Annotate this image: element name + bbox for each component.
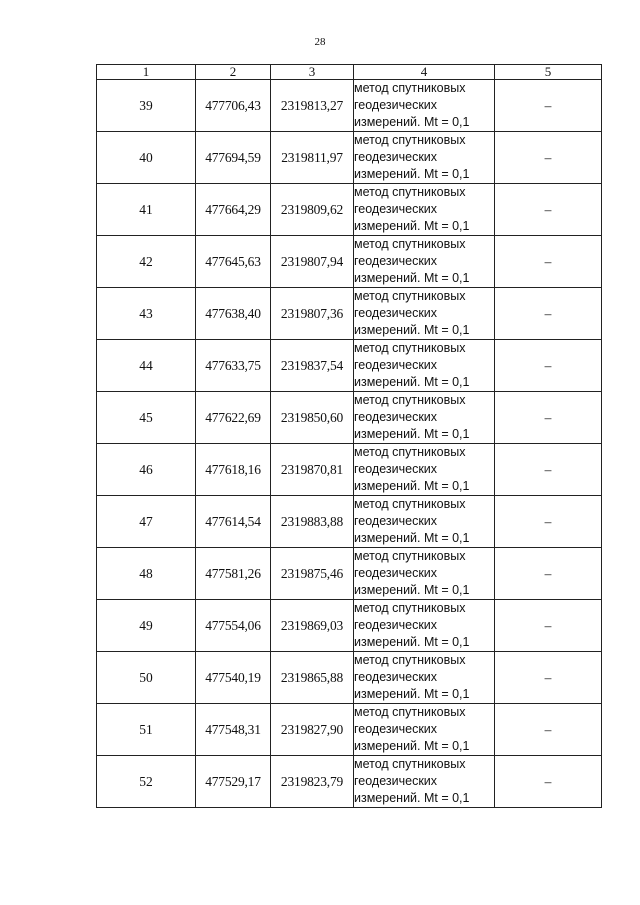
x-coordinate-cell: 477664,29 xyxy=(196,184,271,236)
y-coordinate-cell: 2319811,97 xyxy=(271,132,354,184)
method-cell xyxy=(354,132,495,184)
method-line: геодезических xyxy=(354,566,438,580)
method-line: метод спутниковых xyxy=(354,185,466,199)
column-5-cell: – xyxy=(495,392,602,444)
method-line: измерений. Mt = 0,1 xyxy=(354,167,470,181)
point-number-cell: 40 xyxy=(97,132,196,184)
method-line: измерений. Mt = 0,1 xyxy=(354,427,470,441)
method-cell xyxy=(354,340,495,392)
method-line: геодезических xyxy=(354,722,438,736)
x-coordinate-cell: 477554,06 xyxy=(196,600,271,652)
x-coordinate-cell: 477529,17 xyxy=(196,756,271,808)
method-line: геодезических xyxy=(354,618,438,632)
method-line: метод спутниковых xyxy=(354,81,466,95)
point-number-cell: 48 xyxy=(97,548,196,600)
method-line: геодезических xyxy=(354,254,438,268)
method-line: геодезических xyxy=(354,514,438,528)
column-5-cell: – xyxy=(495,444,602,496)
method-line: измерений. Mt = 0,1 xyxy=(354,687,470,701)
column-5-cell: – xyxy=(495,184,602,236)
point-number-cell: 46 xyxy=(97,444,196,496)
method-line: метод спутниковых xyxy=(354,757,466,771)
method-line: метод спутниковых xyxy=(354,393,466,407)
y-coordinate-cell: 2319837,54 xyxy=(271,340,354,392)
method-cell xyxy=(354,600,495,652)
method-line: метод спутниковых xyxy=(354,341,466,355)
method-line: метод спутниковых xyxy=(354,601,466,615)
method-cell xyxy=(354,288,495,340)
x-coordinate-cell: 477540,19 xyxy=(196,652,271,704)
point-number-cell: 39 xyxy=(97,80,196,132)
point-number-cell: 51 xyxy=(97,704,196,756)
column-header-2: 2 xyxy=(196,65,271,80)
method-line: измерений. Mt = 0,1 xyxy=(354,635,470,649)
y-coordinate-cell: 2319823,79 xyxy=(271,756,354,808)
column-5-cell: – xyxy=(495,756,602,808)
method-line: метод спутниковых xyxy=(354,653,466,667)
y-coordinate-cell: 2319875,46 xyxy=(271,548,354,600)
point-number-cell: 42 xyxy=(97,236,196,288)
table-row xyxy=(97,496,602,548)
column-5-cell: – xyxy=(495,340,602,392)
y-coordinate-cell: 2319870,81 xyxy=(271,444,354,496)
x-coordinate-cell: 477614,54 xyxy=(196,496,271,548)
method-line: метод спутниковых xyxy=(354,705,466,719)
method-line: измерений. Mt = 0,1 xyxy=(354,739,470,753)
column-header-1: 1 xyxy=(97,65,196,80)
method-line: геодезических xyxy=(354,98,438,112)
column-5-cell: – xyxy=(495,600,602,652)
method-line: геодезических xyxy=(354,462,438,476)
y-coordinate-cell: 2319827,90 xyxy=(271,704,354,756)
column-header-5: 5 xyxy=(495,65,602,80)
table-row xyxy=(97,600,602,652)
method-line: геодезических xyxy=(354,410,438,424)
x-coordinate-cell: 477633,75 xyxy=(196,340,271,392)
x-coordinate-cell: 477581,26 xyxy=(196,548,271,600)
table-header-row xyxy=(97,65,602,80)
column-5-cell: – xyxy=(495,132,602,184)
point-number-cell: 47 xyxy=(97,496,196,548)
method-line: метод спутниковых xyxy=(354,237,466,251)
table-row xyxy=(97,236,602,288)
method-line: геодезических xyxy=(354,150,438,164)
method-line: измерений. Mt = 0,1 xyxy=(354,531,470,545)
column-5-cell: – xyxy=(495,652,602,704)
method-line: измерений. Mt = 0,1 xyxy=(354,583,470,597)
column-5-cell: – xyxy=(495,704,602,756)
column-header-4: 4 xyxy=(354,65,495,80)
y-coordinate-cell: 2319809,62 xyxy=(271,184,354,236)
method-line: геодезических xyxy=(354,670,438,684)
y-coordinate-cell: 2319813,27 xyxy=(271,80,354,132)
x-coordinate-cell: 477706,43 xyxy=(196,80,271,132)
table-row xyxy=(97,392,602,444)
table-row xyxy=(97,132,602,184)
table-row xyxy=(97,184,602,236)
method-cell xyxy=(354,236,495,288)
table-row xyxy=(97,548,602,600)
column-5-cell: – xyxy=(495,496,602,548)
x-coordinate-cell: 477548,31 xyxy=(196,704,271,756)
method-line: измерений. Mt = 0,1 xyxy=(354,271,470,285)
method-line: метод спутниковых xyxy=(354,549,466,563)
y-coordinate-cell: 2319850,60 xyxy=(271,392,354,444)
coordinates-table xyxy=(96,64,602,808)
x-coordinate-cell: 477622,69 xyxy=(196,392,271,444)
method-line: метод спутниковых xyxy=(354,497,466,511)
table-row xyxy=(97,704,602,756)
table-row xyxy=(97,756,602,808)
method-line: геодезических xyxy=(354,202,438,216)
method-cell xyxy=(354,704,495,756)
column-5-cell: – xyxy=(495,80,602,132)
method-cell xyxy=(354,756,495,808)
point-number-cell: 52 xyxy=(97,756,196,808)
method-line: геодезических xyxy=(354,306,438,320)
method-line: измерений. Mt = 0,1 xyxy=(354,375,470,389)
column-5-cell: – xyxy=(495,288,602,340)
method-cell xyxy=(354,444,495,496)
table-row xyxy=(97,80,602,132)
method-cell xyxy=(354,652,495,704)
point-number-cell: 43 xyxy=(97,288,196,340)
method-cell xyxy=(354,496,495,548)
method-cell xyxy=(354,80,495,132)
method-line: метод спутниковых xyxy=(354,445,466,459)
point-number-cell: 49 xyxy=(97,600,196,652)
table-row xyxy=(97,340,602,392)
method-line: метод спутниковых xyxy=(354,133,466,147)
column-5-cell: – xyxy=(495,548,602,600)
method-cell xyxy=(354,548,495,600)
method-line: измерений. Mt = 0,1 xyxy=(354,115,470,129)
method-cell xyxy=(354,184,495,236)
method-line: измерений. Mt = 0,1 xyxy=(354,791,470,805)
page-number: 28 xyxy=(314,36,326,48)
column-header-3: 3 xyxy=(271,65,354,80)
method-line: геодезических xyxy=(354,774,438,788)
method-cell xyxy=(354,392,495,444)
method-line: измерений. Mt = 0,1 xyxy=(354,479,470,493)
point-number-cell: 41 xyxy=(97,184,196,236)
method-line: метод спутниковых xyxy=(354,289,466,303)
x-coordinate-cell: 477618,16 xyxy=(196,444,271,496)
method-line: измерений. Mt = 0,1 xyxy=(354,219,470,233)
table-body xyxy=(97,80,602,808)
method-line: измерений. Mt = 0,1 xyxy=(354,323,470,337)
y-coordinate-cell: 2319865,88 xyxy=(271,652,354,704)
column-5-cell: – xyxy=(495,236,602,288)
method-line: геодезических xyxy=(354,358,438,372)
table-row xyxy=(97,444,602,496)
y-coordinate-cell: 2319807,36 xyxy=(271,288,354,340)
point-number-cell: 45 xyxy=(97,392,196,444)
table-row xyxy=(97,288,602,340)
point-number-cell: 50 xyxy=(97,652,196,704)
table-row xyxy=(97,652,602,704)
y-coordinate-cell: 2319883,88 xyxy=(271,496,354,548)
y-coordinate-cell: 2319869,03 xyxy=(271,600,354,652)
y-coordinate-cell: 2319807,94 xyxy=(271,236,354,288)
point-number-cell: 44 xyxy=(97,340,196,392)
x-coordinate-cell: 477638,40 xyxy=(196,288,271,340)
x-coordinate-cell: 477645,63 xyxy=(196,236,271,288)
x-coordinate-cell: 477694,59 xyxy=(196,132,271,184)
